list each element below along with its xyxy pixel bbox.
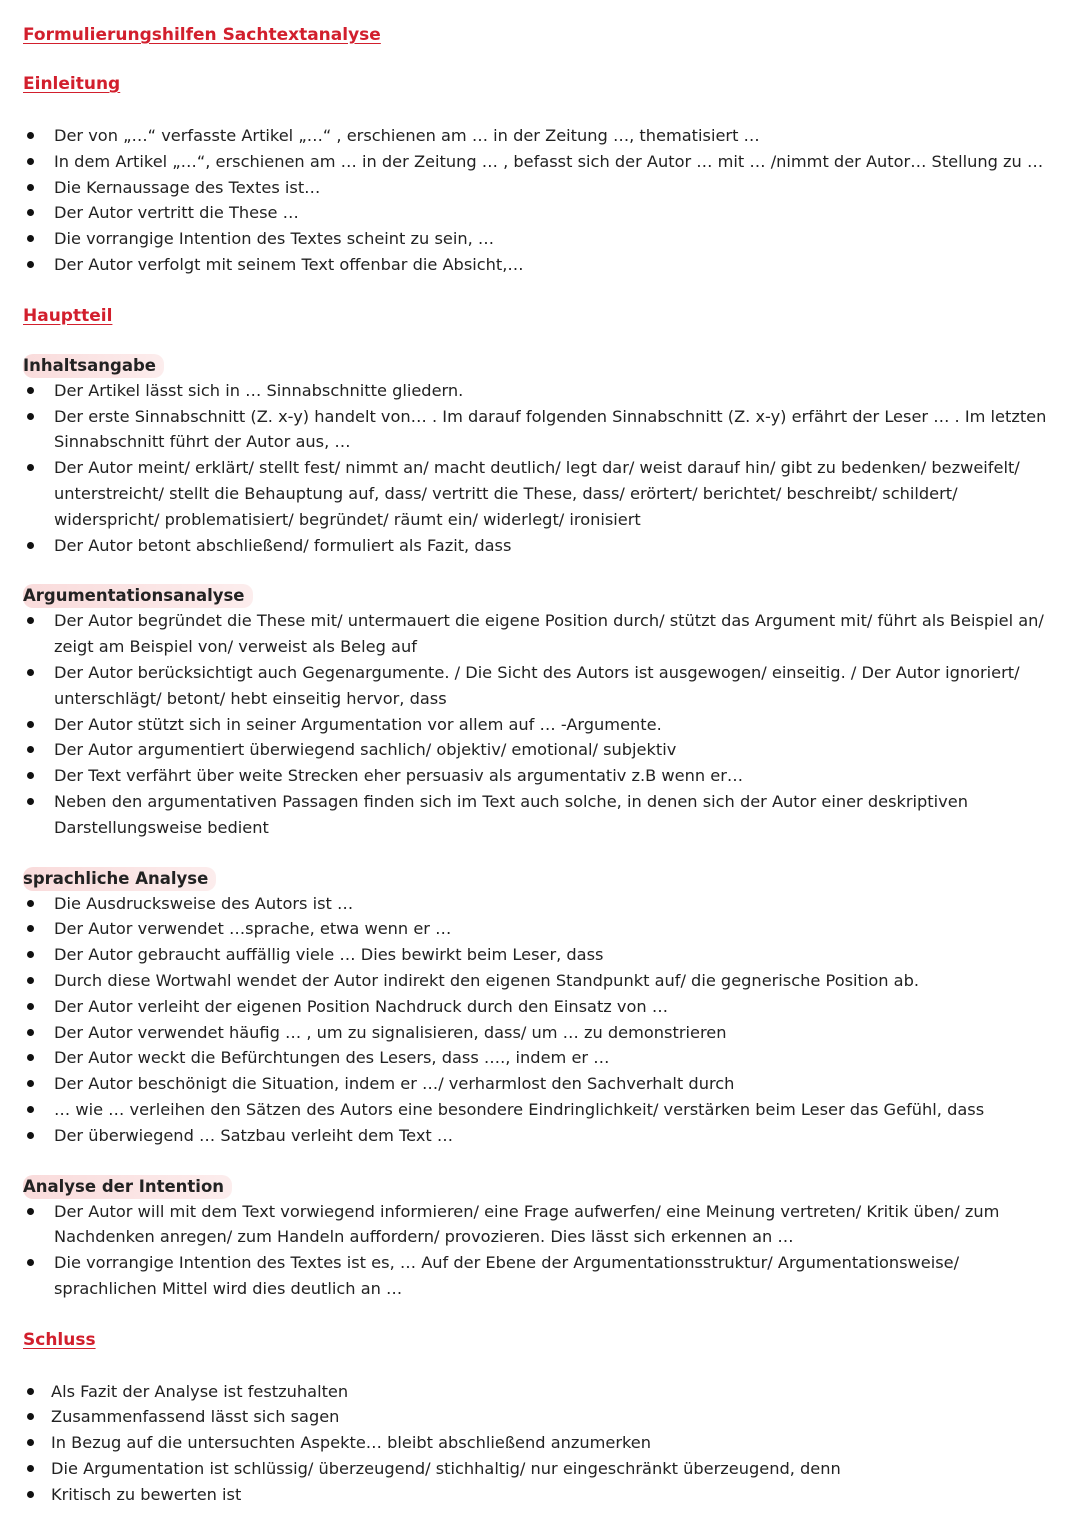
list-item: Der von „…“ verfasste Artikel „…“ , erschienen am … in der Zeitung …, thematisiert … bbox=[23, 123, 1060, 149]
list-item: Der Autor beschönigt die Situation, indem er …/ verharmlost den Sachverhalt durch bbox=[23, 1071, 1060, 1097]
subsection-heading-argumentationsanalyse: Argumentationsanalyse bbox=[23, 584, 253, 608]
list-item: Der Autor gebraucht auffällig viele … Dies bewirkt beim Leser, dass bbox=[23, 942, 1060, 968]
list-item: Der Autor berücksichtigt auch Gegenargumente. / Die Sicht des Autors ist ausgewogen/ einseitig. / Der Autor ignoriert/ unterschlägt/ betont/ hebt einseitig hervor, dass bbox=[23, 660, 1060, 712]
list-item: Zusammenfassend lässt sich sagen bbox=[23, 1404, 1060, 1430]
list-item: Die Argumentation ist schlüssig/ überzeugend/ stichhaltig/ nur eingeschränkt überzeugend, denn bbox=[23, 1456, 1060, 1482]
inhaltsangabe-list bbox=[23, 378, 1060, 559]
list-item: Der Autor will mit dem Text vorwiegend informieren/ eine Frage aufwerfen/ eine Meinung vertreten/ Kritik üben/ zum Nachdenken anregen/ zum Handeln auffordern/ provozieren. Dies lässt sich erkennen an … bbox=[23, 1199, 1060, 1251]
list-item: Der Autor meint/ erklärt/ stellt fest/ nimmt an/ macht deutlich/ legt dar/ weist darauf hin/ gibt zu bedenken/ bezweifelt/ unterstreicht/ stellt die Behauptung auf, dass/ vertritt die These, dass/ erörtert/ berichtet/ beschreibt/ schildert/ widerspricht/ problematisiert/ begründet/ räumt ein/ widerlegt/ ironisiert bbox=[23, 455, 1060, 532]
list-item: Der Autor verwendet …sprache, etwa wenn er … bbox=[23, 916, 1060, 942]
section-heading-schluss: Schluss bbox=[23, 1329, 96, 1350]
list-item: Der Artikel lässt sich in … Sinnabschnitte gliedern. bbox=[23, 378, 1060, 404]
list-item: Die Kernaussage des Textes ist… bbox=[23, 175, 1060, 201]
list-item: Der Autor stützt sich in seiner Argumentation vor allem auf … -Argumente. bbox=[23, 712, 1060, 738]
list-item: In dem Artikel „…“, erschienen am … in der Zeitung … , befasst sich der Autor … mit … /nimmt der Autor… Stellung zu … bbox=[23, 149, 1060, 175]
list-item: Der Autor verwendet häufig … , um zu signalisieren, dass/ um … zu demonstrieren bbox=[23, 1020, 1060, 1046]
list-item: Der Autor verfolgt mit seinem Text offenbar die Absicht,… bbox=[23, 252, 1060, 278]
list-item: Der Autor begründet die These mit/ untermauert die eigene Position durch/ stützt das Argument mit/ führt als Beispiel an/ zeigt am Beispiel von/ verweist als Beleg auf bbox=[23, 608, 1060, 660]
analyse-intention-list bbox=[23, 1199, 1060, 1302]
sprachliche-analyse-list bbox=[23, 891, 1060, 1149]
subsection-heading-analyse-der-intention: Analyse der Intention bbox=[23, 1175, 232, 1199]
list-item: … wie … verleihen den Sätzen des Autors eine besondere Eindringlichkeit/ verstärken beim Leser das Gefühl, dass bbox=[23, 1097, 1060, 1123]
list-item: Der überwiegend … Satzbau verleiht dem Text … bbox=[23, 1123, 1060, 1149]
list-item: In Bezug auf die untersuchten Aspekte… bleibt abschließend anzumerken bbox=[23, 1430, 1060, 1456]
subsection-heading-sprachliche-analyse: sprachliche Analyse bbox=[23, 867, 216, 891]
list-item: Kritisch zu bewerten ist bbox=[23, 1482, 1060, 1508]
einleitung-list bbox=[23, 123, 1060, 278]
list-item: Durch diese Wortwahl wendet der Autor indirekt den eigenen Standpunkt auf/ die gegnerische Position ab. bbox=[23, 968, 1060, 994]
section-heading-hauptteil: Hauptteil bbox=[23, 305, 113, 326]
list-item: Die vorrangige Intention des Textes ist es, … Auf der Ebene der Argumentationsstruktur/ Argumentationsweise/ sprachlichen Mittel wird dies deutlich an … bbox=[23, 1250, 1060, 1302]
list-item: Neben den argumentativen Passagen finden sich im Text auch solche, in denen sich der Autor einer deskriptiven Darstellungsweise bedient bbox=[23, 789, 1060, 841]
list-item: Der Autor argumentiert überwiegend sachlich/ objektiv/ emotional/ subjektiv bbox=[23, 737, 1060, 763]
list-item: Die vorrangige Intention des Textes scheint zu sein, … bbox=[23, 226, 1060, 252]
schluss-list bbox=[23, 1379, 1060, 1508]
list-item: Der Autor vertritt die These … bbox=[23, 200, 1060, 226]
subsection-heading-inhaltsangabe: Inhaltsangabe bbox=[23, 354, 164, 378]
section-heading-einleitung: Einleitung bbox=[23, 74, 121, 94]
document-title: Formulierungshilfen Sachtextanalyse bbox=[23, 25, 381, 45]
list-item: Der Text verfährt über weite Strecken eher persuasiv als argumentativ z.B wenn er… bbox=[23, 763, 1060, 789]
argumentationsanalyse-list bbox=[23, 608, 1060, 840]
list-item: Der erste Sinnabschnitt (Z. x-y) handelt von… . Im darauf folgenden Sinnabschnitt (Z. x-y) erfährt der Leser … . Im letzten Sinnabschnitt führt der Autor aus, … bbox=[23, 404, 1060, 456]
list-item: Der Autor betont abschließend/ formuliert als Fazit, dass bbox=[23, 533, 1060, 559]
list-item: Der Autor verleiht der eigenen Position Nachdruck durch den Einsatz von … bbox=[23, 994, 1060, 1020]
list-item: Der Autor weckt die Befürchtungen des Lesers, dass …., indem er … bbox=[23, 1045, 1060, 1071]
list-item: Die Ausdrucksweise des Autors ist … bbox=[23, 891, 1060, 917]
list-item: Als Fazit der Analyse ist festzuhalten bbox=[23, 1379, 1060, 1405]
